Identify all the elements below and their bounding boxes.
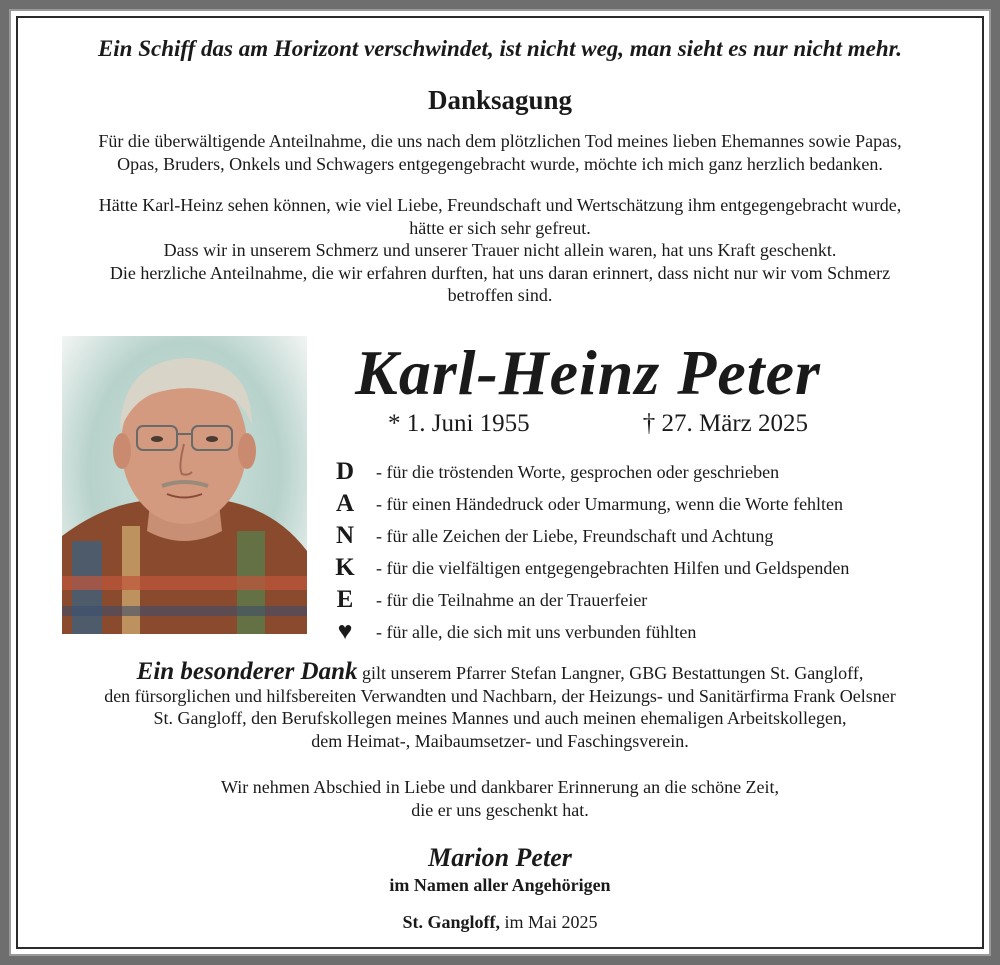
portrait-illustration bbox=[62, 336, 307, 634]
danke-row bbox=[326, 456, 946, 488]
death-date: † 27. März 2025 bbox=[642, 410, 808, 437]
danke-row bbox=[326, 584, 946, 616]
deceased-name: Karl-Heinz Peter bbox=[355, 337, 821, 408]
danke-letter: D bbox=[335, 458, 355, 485]
paragraph-line: die er uns geschenkt hat. bbox=[411, 799, 589, 820]
paragraph-line: Wir nehmen Abschied in Liebe und dankbarer Erinnerung an die schöne Zeit, bbox=[220, 777, 780, 797]
place-date-text: im Mai 2025 bbox=[500, 912, 598, 932]
paragraph-line: dem Heimat-, Maibaumsetzer- und Faschingsverein. bbox=[311, 730, 689, 751]
danke-row bbox=[326, 552, 946, 584]
paragraph-line: betroffen sind. bbox=[447, 285, 553, 305]
danke-text: - für die vielfältigen entgegengebrachten Hilfen und Geldspenden bbox=[376, 557, 850, 578]
inner-border bbox=[16, 16, 984, 949]
danke-text: - für alle Zeichen der Liebe, Freundschaft und Achtung bbox=[376, 525, 774, 546]
paragraph-line: Opas, Bruders, Onkels und Schwagers entgegengebracht wurde, möchte ich mich ganz herzlich bedanken. bbox=[117, 153, 883, 174]
danke-row bbox=[326, 616, 946, 648]
special-thanks bbox=[18, 658, 982, 752]
paragraph-line: Dass wir in unserem Schmerz und unserer Trauer nicht allein waren, hat uns Kraft geschenkt. bbox=[163, 240, 837, 260]
heading: Danksagung bbox=[427, 85, 573, 115]
danke-letter: K bbox=[335, 554, 355, 581]
place-town: St. Gangloff, bbox=[402, 912, 500, 932]
paragraph-line: Für die überwältigende Anteilnahme, die uns nach dem plötzlichen Tod meines lieben Ehemannes sowie Papas, bbox=[98, 131, 902, 151]
thanks-paragraph-2 bbox=[18, 194, 982, 307]
paragraph-line: St. Gangloff, den Berufskollegen meines Mannes und auch meinen ehemaligen Arbeitskollegen, bbox=[153, 708, 847, 728]
danke-letter: A bbox=[335, 490, 355, 517]
paragraph-line: Hätte Karl-Heinz sehen können, wie viel Liebe, Freundschaft und Wertschätzung ihm entgegengebracht wurde, bbox=[98, 195, 902, 215]
paragraph-line bbox=[18, 658, 982, 685]
paragraph-line: den fürsorglichen und hilfsbereiten Verwandten und Nachbarn, der Heizungs- und Sanitärfirma Frank Oelsner bbox=[104, 685, 896, 706]
life-dates bbox=[388, 410, 808, 438]
thanks-paragraph-1 bbox=[18, 130, 982, 175]
danke-text: - für die tröstenden Worte, gesprochen oder geschrieben bbox=[376, 461, 780, 482]
paragraph-line: hätte er sich sehr gefreut. bbox=[409, 217, 591, 238]
danke-row bbox=[326, 488, 946, 520]
danke-text: - für die Teilnahme an der Trauerfeier bbox=[376, 589, 648, 610]
special-thanks-lead: Ein besonderer Dank bbox=[136, 658, 358, 685]
place-date bbox=[18, 912, 982, 933]
signature-name: Marion Peter bbox=[428, 843, 572, 872]
danke-row bbox=[326, 520, 946, 552]
danke-letter: N bbox=[335, 522, 355, 549]
danke-text: - für alle, die sich mit uns verbunden fühlten bbox=[376, 621, 697, 642]
motto: Ein Schiff das am Horizont verschwindet, ist nicht weg, man sieht es nur nicht mehr. bbox=[97, 36, 903, 61]
special-thanks-text: gilt unserem Pfarrer Stefan Langner, GBG Bestattungen St. Gangloff, bbox=[357, 663, 864, 683]
danke-text: - für einen Händedruck oder Umarmung, wenn die Worte fehlten bbox=[376, 493, 844, 514]
heart-icon: ♥ bbox=[337, 618, 353, 645]
birth-date: * 1. Juni 1955 bbox=[388, 410, 530, 437]
signature-subtitle: im Namen aller Angehörigen bbox=[389, 875, 611, 895]
farewell-text bbox=[18, 776, 982, 821]
paragraph-line: Die herzliche Anteilnahme, die wir erfahren durften, hat uns daran erinnert, dass nicht nur wir vom Schmerz bbox=[109, 262, 891, 283]
danke-letter: E bbox=[336, 586, 354, 613]
portrait-photo bbox=[62, 336, 307, 634]
obituary-card bbox=[9, 9, 991, 956]
danke-list bbox=[326, 456, 946, 648]
